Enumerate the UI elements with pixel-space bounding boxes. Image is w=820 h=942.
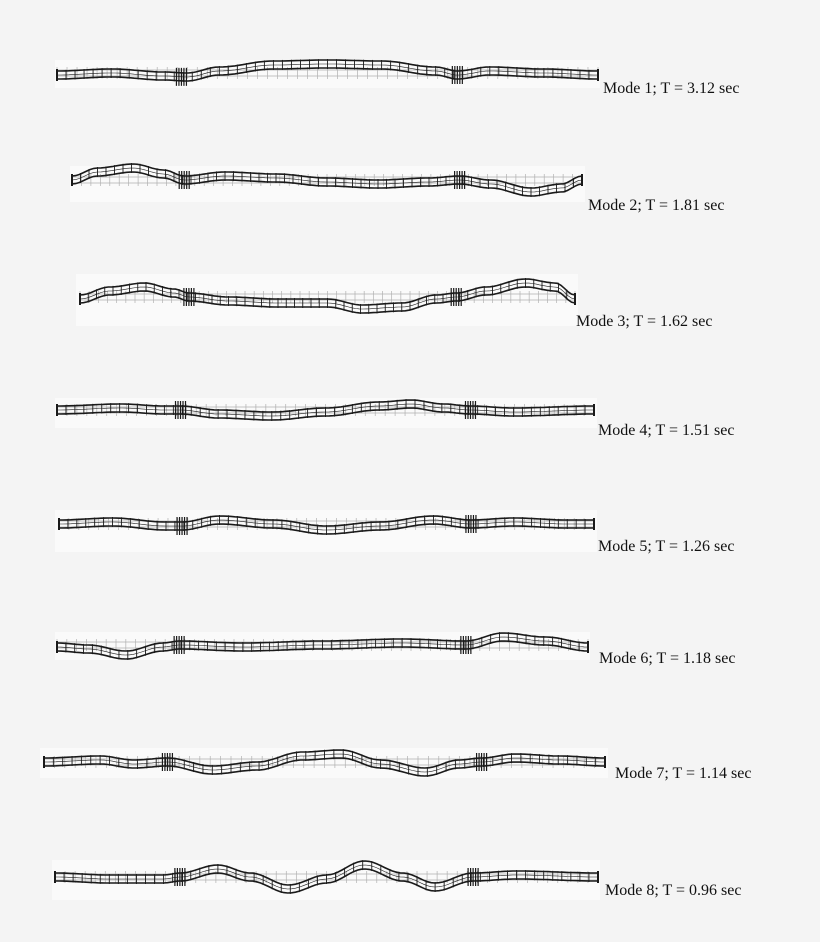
mode-3-shape <box>76 274 578 326</box>
mode-5-label: Mode 5; T = 1.26 sec <box>598 538 735 555</box>
mode-8-label: Mode 8; T = 0.96 sec <box>605 882 742 899</box>
mode-1-shape <box>55 59 600 88</box>
mode-6-shape <box>55 632 590 660</box>
mode-4-label: Mode 4; T = 1.51 sec <box>598 422 735 439</box>
mode-8-shape <box>52 860 600 900</box>
mode-2-shape <box>70 163 585 202</box>
mode-5-panel <box>55 510 597 552</box>
mode-6-label: Mode 6; T = 1.18 sec <box>599 650 736 667</box>
mode-2-label: Mode 2; T = 1.81 sec <box>588 197 725 214</box>
mode-7-panel <box>40 748 608 778</box>
mode-7-shape <box>40 748 608 778</box>
mode-1-label: Mode 1; T = 3.12 sec <box>603 80 740 97</box>
mode-7-label: Mode 7; T = 1.14 sec <box>615 765 752 782</box>
mode-3-label: Mode 3; T = 1.62 sec <box>576 313 713 330</box>
mode-5-shape <box>55 510 597 552</box>
mode-4-shape <box>55 398 597 428</box>
